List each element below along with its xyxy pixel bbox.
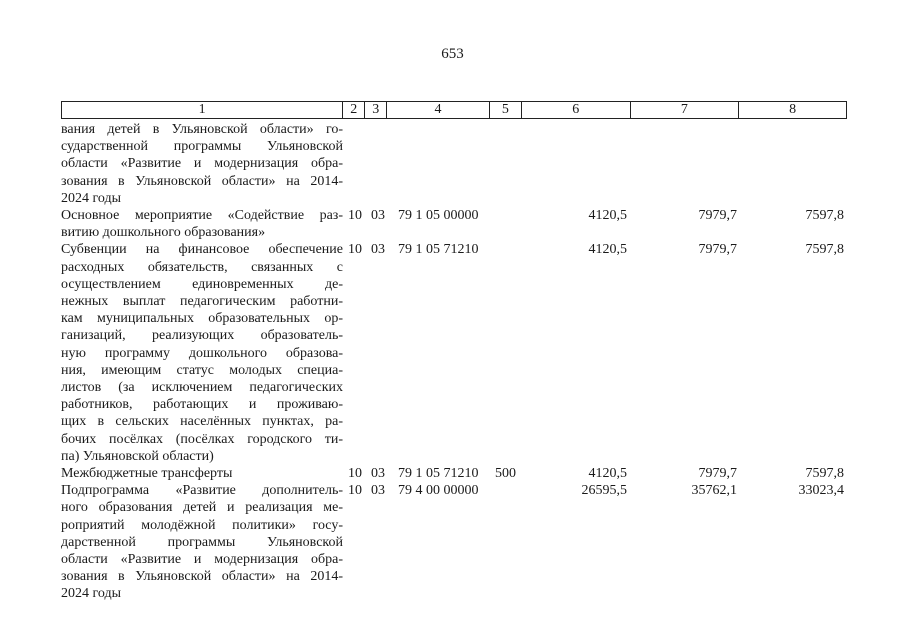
table-row <box>61 241 847 465</box>
expense-type <box>495 241 535 465</box>
subsection-code: 03 <box>371 242 385 258</box>
description-line: работников, работающих и проживаю- <box>61 397 343 413</box>
amount-col-8 <box>737 121 844 207</box>
description-line: па) Ульяновской области) <box>61 448 214 464</box>
description-line: 2024 годы <box>61 586 122 602</box>
header-col-6: 6 <box>522 102 631 118</box>
row-description <box>61 465 343 482</box>
description-line: осуществлением единовременных де- <box>61 276 343 292</box>
header-col-1: 1 <box>62 102 343 118</box>
amount-col-7: 7979,7 <box>698 242 737 258</box>
table-header <box>61 101 847 119</box>
header-col-2: 2 <box>343 102 365 118</box>
description-line: Основное мероприятие «Содействие раз- <box>61 208 343 224</box>
table-row <box>61 465 847 482</box>
description-line: бочих посёлках (посёлках городского ти- <box>61 431 343 447</box>
target-article: 79 1 05 71210 <box>398 466 479 482</box>
section-code: 10 <box>348 242 362 258</box>
table-row <box>61 121 847 207</box>
row-description <box>61 121 343 207</box>
amount-col-8: 33023,4 <box>798 483 844 499</box>
description-line: Субвенции на финансовое обеспечение <box>61 242 343 258</box>
subsection-code <box>365 121 387 207</box>
header-col-8: 8 <box>789 102 797 117</box>
description-line: области «Развитие и модернизация обра- <box>61 552 343 568</box>
amount-col-6: 26595,5 <box>581 483 627 499</box>
target-article: 79 1 05 00000 <box>398 208 479 224</box>
description-line: листов (за исключением педагогических <box>61 380 343 396</box>
section-code: 10 <box>348 466 362 482</box>
amount-col-8: 7597,8 <box>805 208 844 224</box>
description-line: Межбюджетные трансферты <box>61 466 233 482</box>
row-description <box>61 207 343 241</box>
table-row <box>61 482 847 602</box>
description-line: ную программу дошкольного образова- <box>61 345 343 361</box>
description-line: расходных обязательств, связанных с <box>61 259 343 275</box>
description-line: сударственной программы Ульяновской <box>61 139 343 155</box>
description-line: ганизаций, реализующих образователь- <box>61 328 343 344</box>
description-line: дарственной программы Ульяновской <box>61 534 343 550</box>
expense-type <box>495 482 535 602</box>
header-col-3: 3 <box>365 102 387 118</box>
amount-col-6: 4120,5 <box>588 466 627 482</box>
header-col-4: 4 <box>387 102 490 118</box>
amount-col-7: 7979,7 <box>698 466 737 482</box>
row-description <box>61 482 343 602</box>
expense-type: 500 <box>495 466 516 482</box>
amount-col-8: 7597,8 <box>805 466 844 482</box>
description-line: ния, имеющим статус молодых специа- <box>61 362 343 378</box>
row-description <box>61 241 343 465</box>
section-code: 10 <box>348 483 362 499</box>
description-line: зования в Ульяновской области» на 2014- <box>61 569 343 585</box>
description-line: ного образования детей и реализация ме- <box>61 500 343 516</box>
page-number: 653 <box>441 46 464 62</box>
description-line: вания детей в Ульяновской области» го- <box>61 122 343 137</box>
header-col-5: 5 <box>490 102 522 118</box>
target-article: 79 1 05 71210 <box>398 242 479 258</box>
subsection-code: 03 <box>371 208 385 224</box>
description-line: роприятий молодёжной политики» госу- <box>61 517 343 533</box>
description-line: 2024 годы <box>61 190 122 206</box>
amount-col-6: 4120,5 <box>588 208 627 224</box>
amount-col-6: 4120,5 <box>588 242 627 258</box>
description-line: нежных выплат педагогическим работни- <box>61 294 343 310</box>
description-line: Подпрограмма «Развитие дополнитель- <box>61 483 343 499</box>
table-row <box>61 207 847 241</box>
target-article <box>387 121 495 207</box>
amount-col-8: 7597,8 <box>805 242 844 258</box>
expense-type <box>495 207 535 241</box>
amount-col-6 <box>535 121 627 207</box>
subsection-code: 03 <box>371 483 385 499</box>
description-line: щих в сельских населённых пунктах, ра- <box>61 414 343 430</box>
section-code <box>343 121 365 207</box>
target-article: 79 4 00 00000 <box>398 483 479 499</box>
description-line: витию дошкольного образования» <box>61 225 266 241</box>
amount-col-7: 35762,1 <box>691 483 737 499</box>
header-col-7: 7 <box>631 102 740 118</box>
description-line: области «Развитие и модернизация обра- <box>61 156 343 172</box>
description-line: зования в Ульяновской области» на 2014- <box>61 173 343 189</box>
table-body <box>61 121 847 603</box>
section-code: 10 <box>348 208 362 224</box>
expense-type <box>495 121 535 207</box>
amount-col-7: 7979,7 <box>698 208 737 224</box>
amount-col-7 <box>627 121 737 207</box>
description-line: кам муниципальных образовательных ор- <box>61 311 343 327</box>
subsection-code: 03 <box>371 466 385 482</box>
